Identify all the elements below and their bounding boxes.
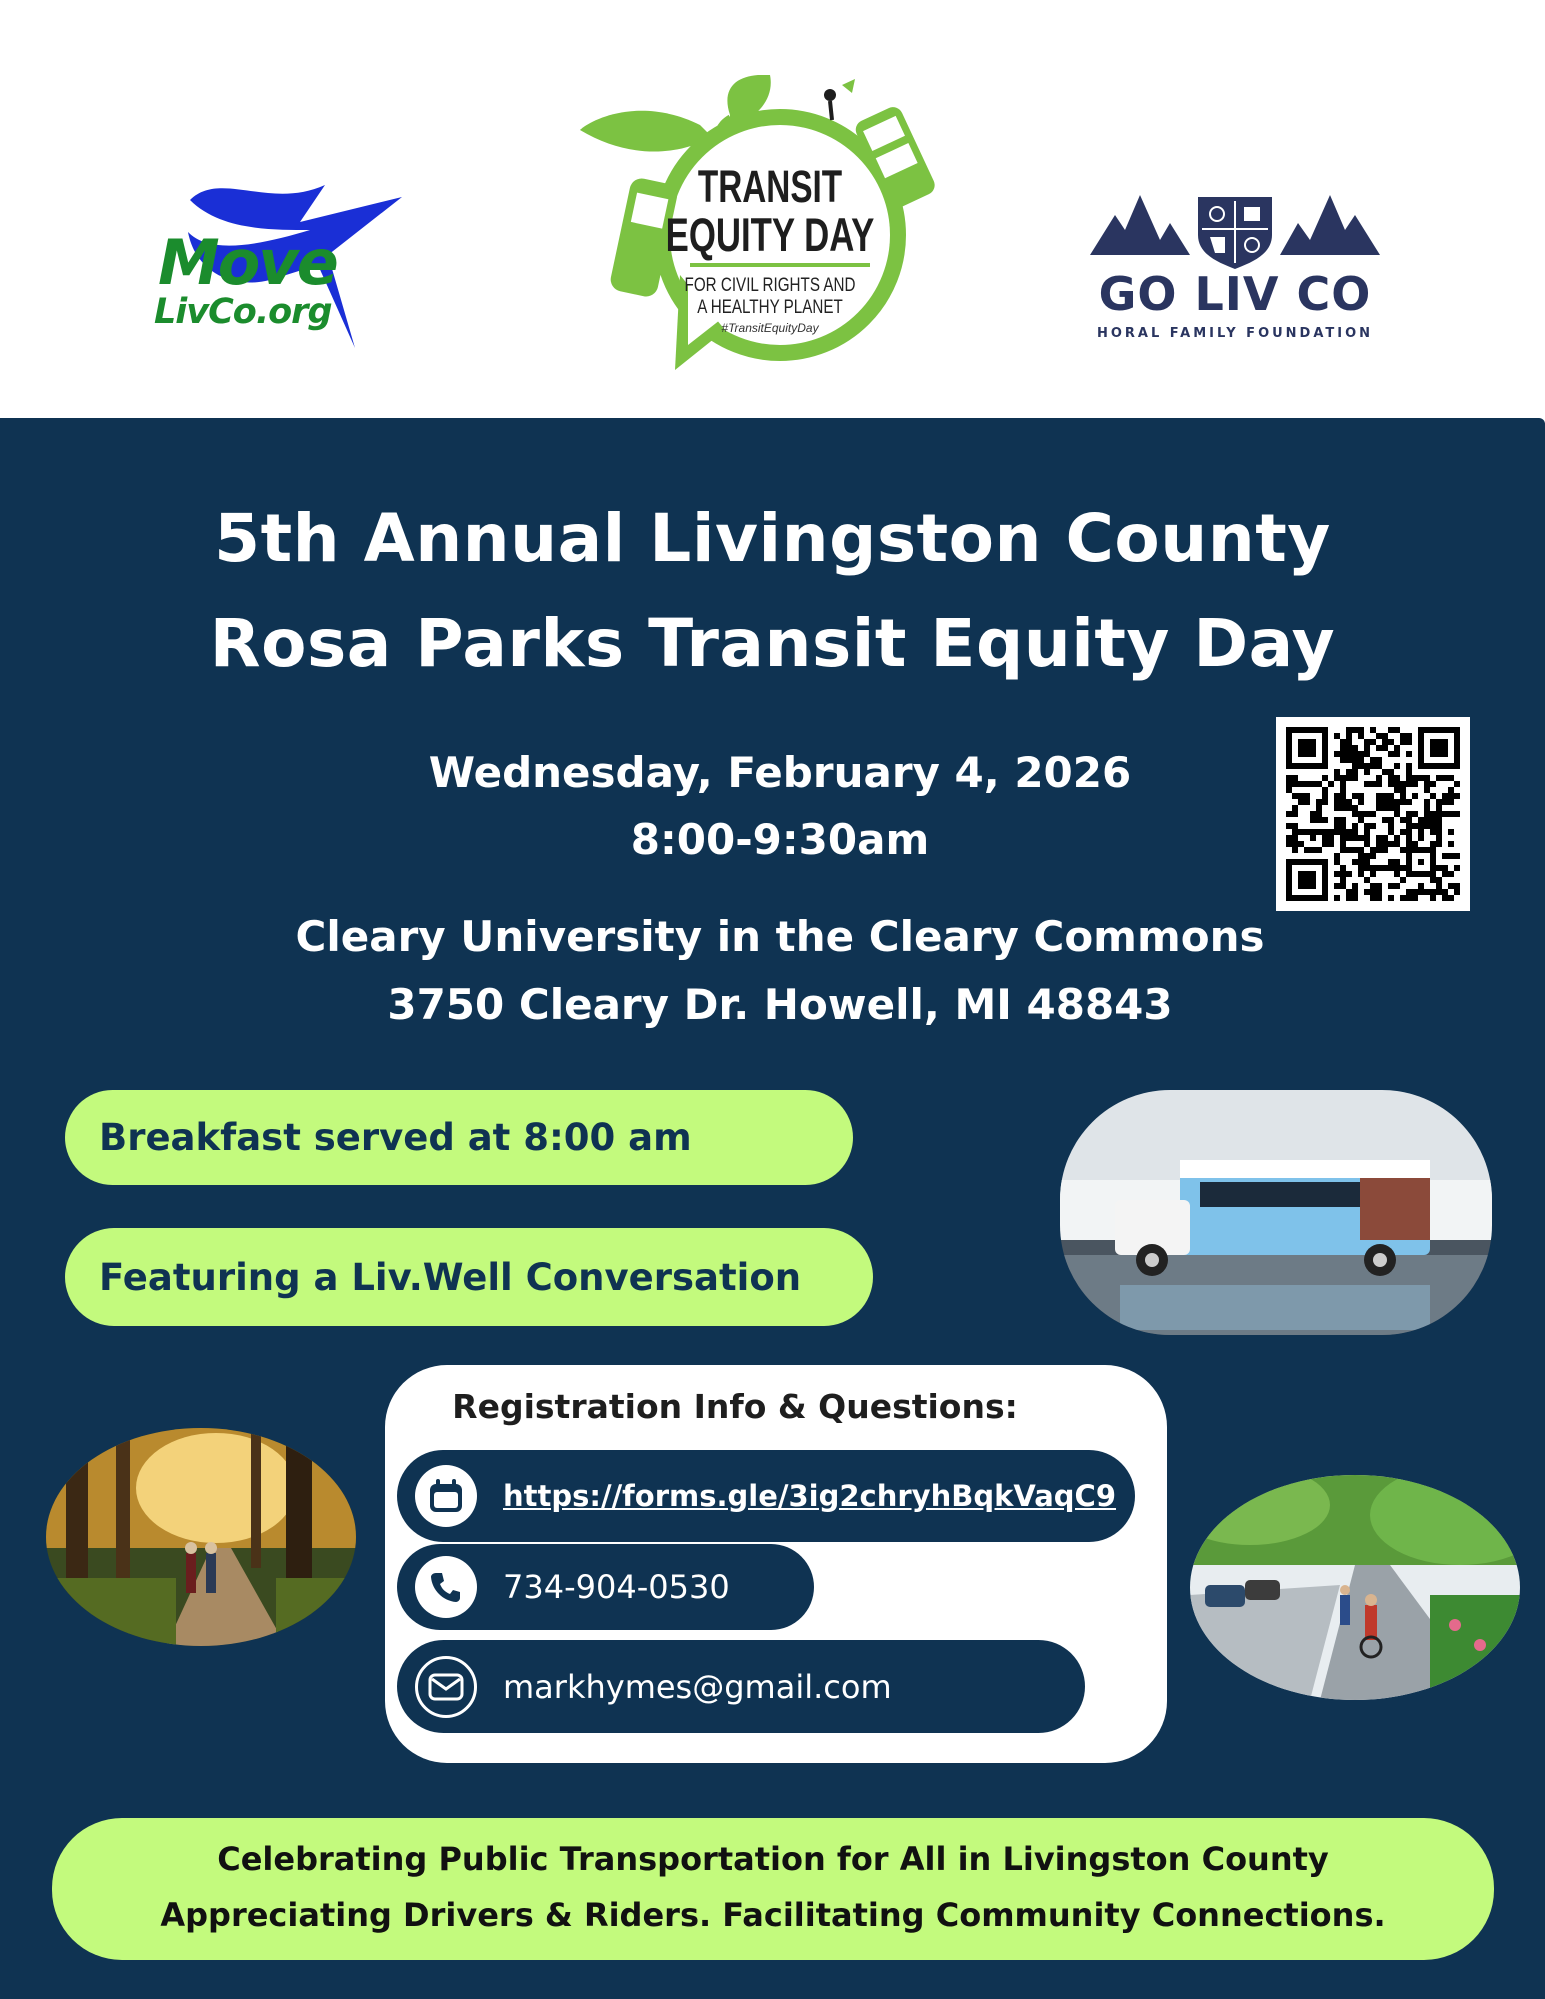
move-livco-logo (150, 160, 450, 360)
registration-card (385, 1365, 1167, 1763)
ted-subtitle-1: FOR CIVIL RIGHTS AND (684, 275, 856, 296)
golivco-subtitle: HORAL FAMILY FOUNDATION (1096, 326, 1374, 341)
event-time: 8:00-9:30am (630, 815, 930, 864)
registration-link-row[interactable] (397, 1450, 1135, 1542)
email-row[interactable] (397, 1640, 1085, 1733)
header (0, 0, 1545, 420)
transit-equity-day-logo (580, 75, 960, 385)
ted-subtitle-2: A HEALTHY PLANET (697, 297, 843, 318)
conversation-pill (65, 1228, 873, 1326)
registration-link[interactable]: https://forms.gle/3ig2chryhBqkVaqC9 (503, 1479, 1117, 1513)
event-address: 3750 Cleary Dr. Howell, MI 48843 (387, 980, 1173, 1029)
breakfast-text: Breakfast served at 8:00 am (99, 1116, 692, 1159)
registration-heading: Registration Info & Questions: (452, 1387, 1018, 1426)
forest-walk-photo (46, 1428, 356, 1646)
event-date: Wednesday, February 4, 2026 (428, 748, 1132, 797)
bottom-banner (52, 1818, 1494, 1960)
ted-line2: EQUITY DAY (665, 208, 875, 261)
mail-icon (415, 1656, 477, 1718)
golivco-logo (1090, 185, 1380, 345)
breakfast-pill (65, 1090, 853, 1185)
conversation-text: Featuring a Liv.Well Conversation (99, 1255, 802, 1299)
email-address[interactable]: markhymes@gmail.com (503, 1667, 892, 1706)
bus-photo (1060, 1090, 1492, 1335)
qr-code[interactable] (1276, 717, 1470, 911)
phone-number[interactable]: 734-904-0530 (503, 1568, 730, 1606)
phone-icon (415, 1556, 477, 1618)
ted-hashtag: #TransitEquityDay (721, 321, 819, 335)
qr-code-icon (1286, 727, 1460, 901)
golivco-title: GO LIV CO (1098, 267, 1372, 321)
event-venue: Cleary University in the Cleary Commons (295, 912, 1265, 961)
move-word: Move (158, 226, 337, 299)
banner-line2: Appreciating Drivers & Riders. Facilitating Community Connections. (160, 1896, 1386, 1934)
ted-line1: TRANSIT (697, 161, 843, 212)
banner-line1: Celebrating Public Transportation for All in Livingston County (217, 1840, 1329, 1878)
event-title-line2: Rosa Parks Transit Equity Day (209, 605, 1336, 682)
phone-row[interactable] (397, 1544, 814, 1630)
bike-path-photo (1190, 1475, 1520, 1700)
event-title-line1: 5th Annual Livingston County (214, 500, 1331, 577)
calendar-icon (415, 1465, 477, 1527)
move-url: LivCo.org (154, 292, 332, 332)
